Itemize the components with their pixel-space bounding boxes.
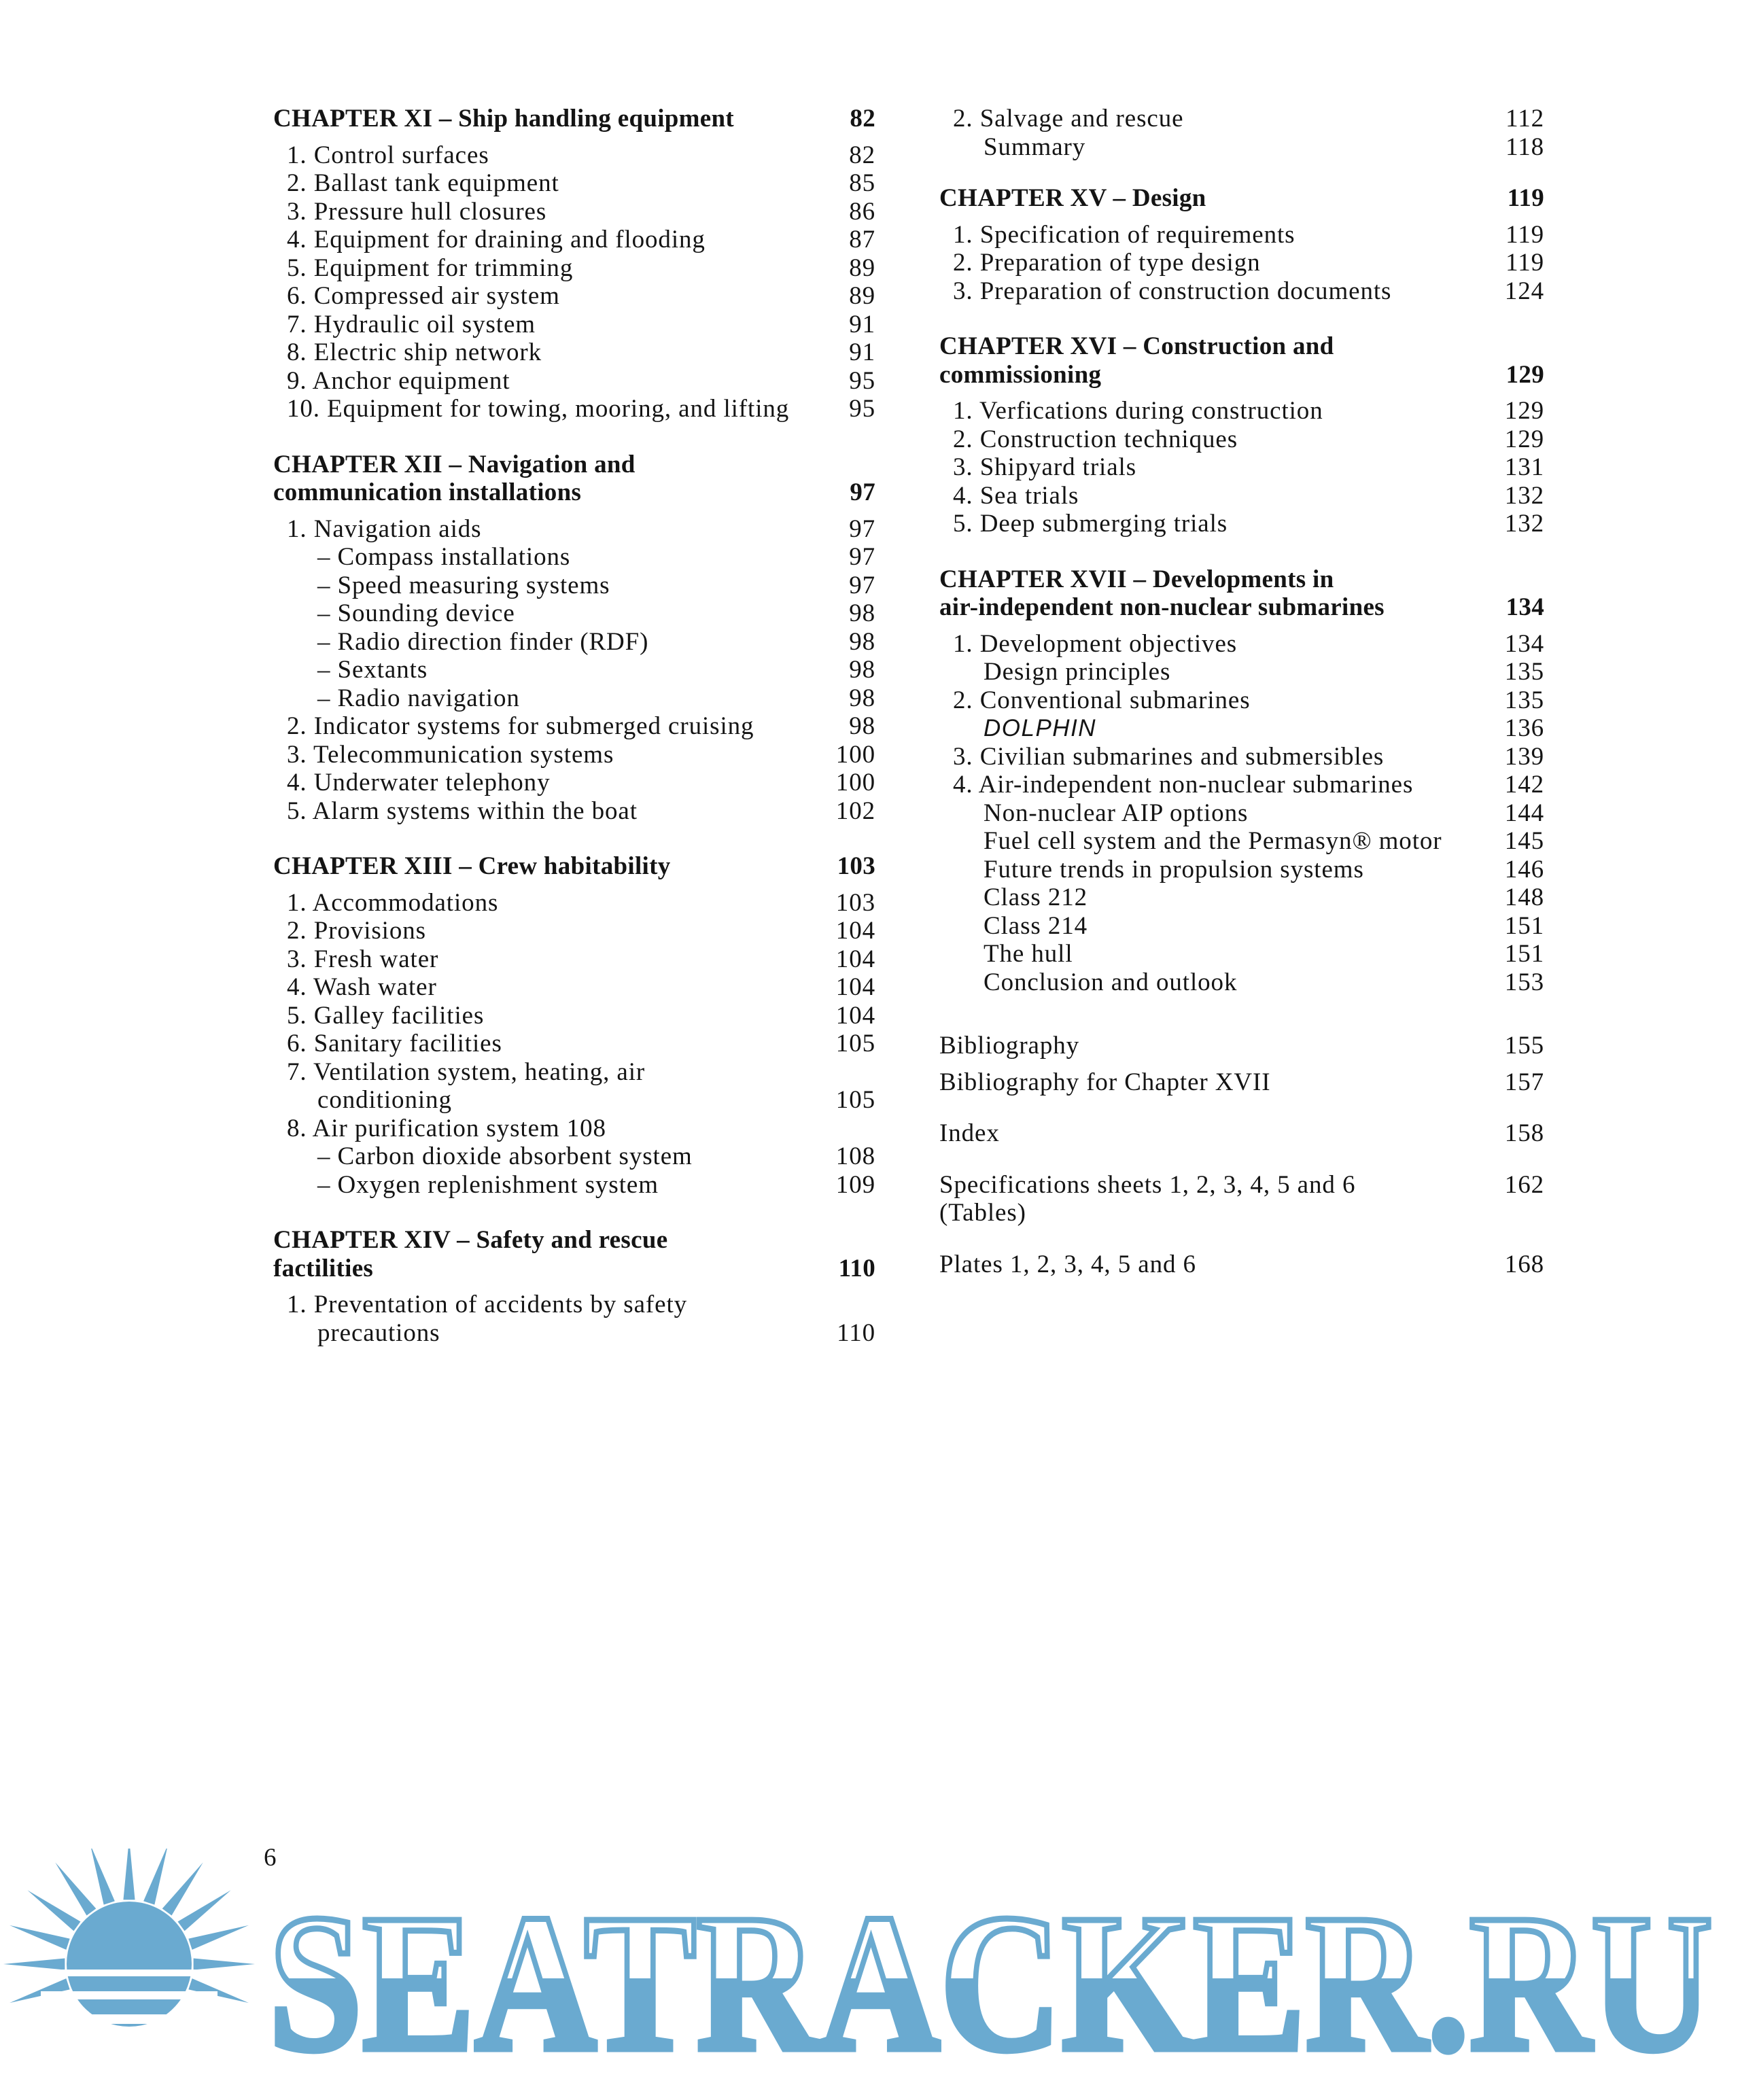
toc-label: 3. Civilian submarines and submersibles	[953, 742, 1385, 771]
toc-label: 4. Air-independent non-nuclear submarines	[953, 771, 1414, 799]
toc-page-number: 155	[1504, 1032, 1544, 1060]
toc-entry-9-anchor-equipment	[273, 367, 875, 396]
toc-label: 5. Alarm systems within the boat	[287, 797, 638, 825]
toc-entry-5-alarm-systems-within-the-boat	[273, 797, 875, 826]
toc-page-number: 162	[1504, 1170, 1544, 1199]
toc-page-number: 105	[835, 1086, 875, 1114]
toc-label: 5. Deep submerging trials	[953, 510, 1228, 538]
toc-page-number: 145	[1504, 827, 1544, 855]
toc-chapter-chapter-xi-ship-handling-equipment	[273, 105, 875, 133]
toc-label: 2. Provisions	[287, 917, 426, 945]
toc-label: 1. Preventation of accidents by safety	[287, 1291, 688, 1318]
toc-page-number: 82	[849, 141, 875, 169]
toc-label: – Carbon dioxide absorbent system	[317, 1142, 693, 1170]
toc-entry-conclusion-and-outlook	[939, 968, 1544, 997]
toc-label: 8. Air purification system 108	[287, 1114, 606, 1142]
toc-label: Plates 1, 2, 3, 4, 5 and 6	[939, 1250, 1196, 1278]
toc-entry-tables	[939, 1199, 1544, 1227]
toc-entry-5-galley-facilities	[273, 1002, 875, 1030]
toc-label: 1. Verfications during construction	[953, 397, 1323, 425]
toc-entry-fuel-cell-system-and-the-permasyn-motor	[939, 827, 1544, 856]
toc-entry-4-air-independent-non-nuclear-submarines	[939, 771, 1544, 799]
toc-page-number: 151	[1504, 911, 1544, 940]
toc-page-number: 102	[835, 797, 875, 825]
toc-entry-compass-installations	[273, 543, 875, 572]
toc-label: – Sounding device	[317, 599, 515, 627]
toc-chapter-chapter-xvi-construction-and	[939, 332, 1544, 361]
toc-page-number: 139	[1504, 742, 1544, 771]
toc-page-number: 98	[849, 684, 875, 712]
toc-page-number: 132	[1504, 481, 1544, 510]
toc-page-number: 82	[850, 105, 875, 133]
toc-label: – Radio navigation	[317, 684, 520, 712]
toc-page-number: 119	[1506, 249, 1544, 277]
toc-page-number: 95	[849, 395, 875, 423]
toc-label: 1. Control surfaces	[287, 141, 489, 169]
toc-label: 3. Fresh water	[287, 945, 439, 973]
toc-label: Class 212	[984, 883, 1088, 911]
toc-page-number: 103	[837, 852, 875, 880]
toc-entry-sounding-device	[273, 599, 875, 628]
toc-label: 4. Underwater telephony	[287, 769, 551, 797]
toc-page-number: 131	[1504, 453, 1544, 481]
toc-page-number: 136	[1504, 714, 1544, 742]
toc-label: 3. Preparation of construction documents	[953, 277, 1392, 305]
toc-entry-3-preparation-of-construction-documents	[939, 277, 1544, 306]
toc-page-number: 97	[849, 571, 875, 599]
toc-page-number: 158	[1504, 1119, 1544, 1147]
toc-page-number: 98	[849, 712, 875, 740]
toc-page-number: 98	[849, 627, 875, 656]
toc-entry-the-hull	[939, 940, 1544, 968]
toc-label: 1. Accommodations	[287, 888, 499, 917]
toc-page-number: 146	[1504, 855, 1544, 883]
toc-entry-future-trends-in-propulsion-systems	[939, 856, 1544, 884]
toc-entry-summary	[939, 133, 1544, 162]
toc-page-number: 110	[837, 1318, 875, 1347]
toc-left-column	[273, 105, 875, 1347]
toc-label: Summary	[984, 133, 1086, 161]
toc-page-number: 85	[849, 169, 875, 197]
toc-page-number: 129	[1504, 397, 1544, 425]
toc-entry-2-construction-techniques	[939, 425, 1544, 454]
toc-entry-carbon-dioxide-absorbent-system	[273, 1142, 875, 1171]
toc-page-number: 118	[1506, 133, 1544, 161]
toc-page-number: 97	[849, 543, 875, 571]
toc-entry-7-ventilation-system-heating-air	[273, 1058, 875, 1087]
toc-page-number: 100	[835, 769, 875, 797]
toc-label: 1. Navigation aids	[287, 514, 482, 543]
toc-page-number: 129	[1504, 425, 1544, 453]
toc-chapter-commissioning	[939, 361, 1544, 389]
toc-label: CHAPTER XII – Navigation and	[273, 450, 636, 478]
toc-label: 8. Electric ship network	[287, 338, 542, 366]
toc-chapter-chapter-xiv-safety-and-rescue	[273, 1226, 875, 1255]
toc-label: 3. Telecommunication systems	[287, 740, 614, 769]
toc-label: 2. Preparation of type design	[953, 249, 1261, 277]
toc-entry-sextants	[273, 656, 875, 684]
toc-entry-7-hydraulic-oil-system	[273, 311, 875, 339]
toc-page-number: 151	[1504, 940, 1544, 968]
seatracker-watermark	[0, 1849, 1740, 2073]
toc-label: CHAPTER XIV – Safety and rescue	[273, 1226, 668, 1254]
toc-page-number: 129	[1506, 360, 1544, 389]
toc-label: CHAPTER XIII – Crew habitability	[273, 852, 671, 880]
sun-logo-icon	[3, 1849, 255, 2027]
toc-label: 4. Sea trials	[953, 481, 1079, 510]
toc-right-column	[939, 105, 1544, 1278]
toc-page-number: 135	[1504, 686, 1544, 714]
toc-page-number: 108	[835, 1142, 875, 1170]
toc-entry-bibliography	[939, 1032, 1544, 1060]
toc-page-number: 97	[849, 514, 875, 543]
toc-label: – Compass installations	[317, 543, 571, 571]
toc-entry-4-equipment-for-draining-and-flooding	[273, 226, 875, 254]
toc-entry-3-fresh-water	[273, 945, 875, 974]
toc-entry-bibliography-for-chapter-xvii	[939, 1068, 1544, 1097]
toc-page-number: 109	[835, 1170, 875, 1199]
toc-label: Index	[939, 1119, 1000, 1147]
toc-page-number: 97	[850, 478, 875, 506]
toc-entry-1-control-surfaces	[273, 141, 875, 170]
toc-label: 4. Wash water	[287, 973, 437, 1001]
toc-page-number: 112	[1506, 105, 1544, 133]
toc-label: 2. Ballast tank equipment	[287, 169, 559, 197]
toc-label: Non-nuclear AIP options	[984, 799, 1249, 827]
toc-label: 10. Equipment for towing, mooring, and lifting	[287, 395, 790, 423]
toc-page-number: 132	[1504, 510, 1544, 538]
watermark-text: SEATRACKER.RU	[268, 1874, 1713, 2073]
toc-label: 6. Sanitary facilities	[287, 1030, 502, 1057]
toc-entry-2-provisions	[273, 917, 875, 945]
toc-label: 5. Galley facilities	[287, 1001, 485, 1030]
toc-page-number: 148	[1504, 883, 1544, 911]
toc-entry-conditioning	[273, 1086, 875, 1115]
toc-entry-5-deep-submerging-trials	[939, 510, 1544, 538]
toc-label: 5. Equipment for trimming	[287, 253, 574, 282]
toc-page-number: 98	[849, 599, 875, 627]
toc-entry-4-wash-water	[273, 973, 875, 1002]
toc-page-number: 124	[1504, 277, 1544, 305]
toc-entry-2-ballast-tank-equipment	[273, 169, 875, 198]
toc-entry-index	[939, 1119, 1544, 1148]
toc-entry-3-pressure-hull-closures	[273, 198, 875, 226]
toc-entry-1-verfications-during-construction	[939, 397, 1544, 425]
toc-page-number: 104	[835, 1001, 875, 1030]
toc-page-number: 134	[1506, 593, 1544, 621]
toc-chapter-air-independent-non-nuclear-submarines	[939, 593, 1544, 622]
toc-page-number: 98	[849, 656, 875, 684]
toc-entry-6-sanitary-facilities	[273, 1030, 875, 1058]
toc-label: 3. Shipyard trials	[953, 453, 1137, 481]
toc-label: factilities	[273, 1254, 374, 1282]
toc-entry-4-underwater-telephony	[273, 769, 875, 797]
toc-entry-plates-1-2-3-4-5-and-6	[939, 1250, 1544, 1279]
toc-label: 2. Conventional submarines	[953, 686, 1251, 714]
toc-label: 7. Ventilation system, heating, air	[287, 1057, 646, 1086]
toc-label: Specifications sheets 1, 2, 3, 4, 5 and 6	[939, 1170, 1356, 1199]
toc-page-number: 119	[1506, 220, 1544, 249]
toc-page-number: 104	[835, 973, 875, 1001]
toc-page-number: 168	[1504, 1250, 1544, 1278]
toc-label: commissioning	[939, 360, 1102, 389]
toc-entry-non-nuclear-aip-options	[939, 799, 1544, 828]
toc-label: 2. Construction techniques	[953, 425, 1238, 453]
toc-entry-3-telecommunication-systems	[273, 741, 875, 769]
toc-entry-2-conventional-submarines	[939, 686, 1544, 715]
toc-label: Bibliography	[939, 1032, 1080, 1060]
toc-entry-2-indicator-systems-for-submerged-cruisi	[273, 712, 875, 741]
toc-page-number: 157	[1504, 1068, 1544, 1096]
toc-entry-2-preparation-of-type-design	[939, 249, 1544, 277]
toc-page-number: 104	[835, 945, 875, 973]
toc-entry-speed-measuring-systems	[273, 572, 875, 600]
toc-entry-5-equipment-for-trimming	[273, 254, 875, 283]
toc-label: communication installations	[273, 478, 582, 506]
toc-entry-8-electric-ship-network	[273, 338, 875, 367]
toc-label: Design principles	[984, 658, 1171, 686]
toc-label: 3. Pressure hull closures	[287, 197, 547, 226]
toc-label: conditioning	[317, 1086, 452, 1114]
toc-entry-10-equipment-for-towing-mooring-and-lift	[273, 395, 875, 423]
toc-label: CHAPTER XVII – Developments in	[939, 565, 1334, 593]
toc-entry-dolphin	[939, 714, 1544, 743]
toc-entry-4-sea-trials	[939, 482, 1544, 510]
toc-page-number: 105	[835, 1030, 875, 1057]
toc-label: CHAPTER XV – Design	[939, 184, 1206, 212]
toc-label: (Tables)	[939, 1199, 1026, 1227]
toc-page-number: 103	[835, 888, 875, 917]
toc-label: 7. Hydraulic oil system	[287, 310, 536, 338]
toc-label: 2. Indicator systems for submerged cruising	[287, 712, 754, 740]
toc-page-number: 89	[849, 282, 875, 310]
toc-entry-class-214	[939, 912, 1544, 941]
toc-entry-1-specification-of-requirements	[939, 221, 1544, 249]
toc-chapter-factilities	[273, 1255, 875, 1283]
toc-entry-1-development-objectives	[939, 630, 1544, 659]
toc-entry-oxygen-replenishment-system	[273, 1171, 875, 1200]
toc-chapter-chapter-xvii-developments-in	[939, 565, 1544, 594]
toc-page-number: 104	[835, 917, 875, 945]
toc-chapter-chapter-xiii-crew-habitability	[273, 852, 875, 881]
toc-entry-1-navigation-aids	[273, 515, 875, 544]
toc-page-number: 144	[1504, 799, 1544, 827]
toc-label: – Sextants	[317, 656, 428, 684]
toc-page-number: 110	[838, 1254, 875, 1282]
toc-label: Future trends in propulsion systems	[984, 855, 1364, 883]
toc-label: – Radio direction finder (RDF)	[317, 627, 649, 656]
toc-chapter-communication-installations	[273, 478, 875, 507]
toc-label: – Speed measuring systems	[317, 571, 610, 599]
toc-chapter-chapter-xii-navigation-and	[273, 451, 875, 479]
toc-entry-radio-direction-finder-rdf	[273, 628, 875, 657]
toc-page-number: 91	[849, 310, 875, 338]
toc-entry-3-shipyard-trials	[939, 453, 1544, 482]
toc-page-number: 119	[1507, 184, 1544, 212]
toc-entry-3-civilian-submarines-and-submersibles	[939, 743, 1544, 771]
toc-label: air-independent non-nuclear submarines	[939, 593, 1385, 621]
toc-label: 1. Specification of requirements	[953, 220, 1295, 249]
toc-entry-class-212	[939, 883, 1544, 912]
toc-entry-1-accommodations	[273, 889, 875, 917]
toc-label: 4. Equipment for draining and flooding	[287, 226, 706, 253]
toc-label: CHAPTER XVI – Construction and	[939, 332, 1334, 360]
toc-label: – Oxygen replenishment system	[317, 1170, 659, 1199]
toc-entry-radio-navigation	[273, 684, 875, 713]
toc-page-number: 91	[849, 338, 875, 366]
toc-page-number: 86	[849, 197, 875, 226]
toc-page-number: 135	[1504, 658, 1544, 686]
toc-page-number: 95	[849, 366, 875, 395]
toc-chapter-chapter-xv-design	[939, 184, 1544, 213]
toc-entry-specifications-sheets-1-2-3-4-5-and-6	[939, 1171, 1544, 1200]
toc-label: Class 214	[984, 911, 1088, 940]
page-number: 6	[264, 1844, 277, 1872]
toc-entry-8-air-purification-system-108	[273, 1115, 875, 1143]
toc-page-number: 142	[1504, 771, 1544, 799]
toc-label: 2. Salvage and rescue	[953, 105, 1184, 133]
toc-entry-design-principles	[939, 658, 1544, 686]
toc-label: Conclusion and outlook	[984, 968, 1238, 996]
toc-label: 9. Anchor equipment	[287, 366, 510, 395]
toc-label: 1. Development objectives	[953, 629, 1238, 658]
toc-page-number: 100	[835, 740, 875, 769]
toc-label: 6. Compressed air system	[287, 282, 560, 310]
toc-entry-precautions	[273, 1319, 875, 1348]
toc-label: DOLPHIN	[984, 715, 1097, 741]
toc-page-number: 89	[849, 253, 875, 282]
toc-page-number: 87	[849, 226, 875, 253]
toc-label: Bibliography for Chapter XVII	[939, 1068, 1271, 1096]
toc-label: precautions	[317, 1318, 440, 1347]
toc-label: Fuel cell system and the Permasyn® motor	[984, 827, 1442, 855]
toc-entry-6-compressed-air-system	[273, 282, 875, 311]
toc-label: The hull	[984, 940, 1073, 968]
toc-label: CHAPTER XI – Ship handling equipment	[273, 105, 735, 133]
toc-entry-2-salvage-and-rescue	[939, 105, 1544, 133]
toc-entry-1-preventation-of-accidents-by-safety	[273, 1291, 875, 1319]
toc-page-number: 153	[1504, 968, 1544, 996]
toc-page-number: 134	[1504, 629, 1544, 658]
